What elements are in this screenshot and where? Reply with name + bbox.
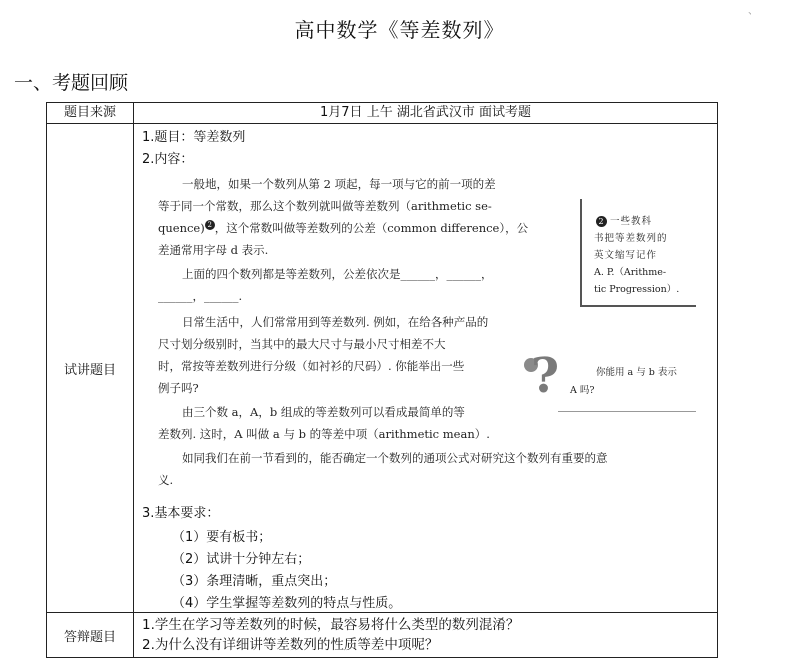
exam-table <box>46 102 718 658</box>
sidenote-badge: 2 <box>596 216 607 227</box>
sidenote-line: 英文缩写记作 <box>594 250 658 261</box>
textbook-text: quence) <box>158 221 205 235</box>
textbook-line: 上面的四个数列都是等差数列，公差依次是______，______， <box>182 267 493 281</box>
trial-label: 试讲题目 <box>47 124 134 613</box>
defense-content <box>134 613 718 658</box>
requirement-item: （2）试讲十分钟左右； <box>172 552 311 567</box>
thinking-prompt-line: 你能用 a 与 b 表示 <box>596 367 677 378</box>
sidenote-text: 一些教科 <box>610 216 653 227</box>
question-mark-icon: ? <box>531 348 560 404</box>
textbook-line: 差数列. 这时，A 叫做 a 与 b 的等差中项（arithmetic mean）. <box>158 427 490 441</box>
sidenote-line: 书把等差数列的 <box>594 233 668 244</box>
requirement-item: （1）要有板书； <box>172 530 272 545</box>
requirements-heading: 3.基本要求： <box>142 506 220 521</box>
defense-row <box>47 613 718 658</box>
trial-item-content: 2.内容： <box>142 152 194 167</box>
textbook-line: 例子吗? <box>158 381 199 395</box>
sidenote-line: tic Progression）. <box>594 284 680 295</box>
defense-question: 1.学生在学习等差数列的时候，最容易将什么类型的数列混淆？ <box>142 617 520 633</box>
page-title: 高中数学《等差数列》 <box>294 18 505 42</box>
textbook-line: 由三个数 a，A，b 组成的等差数列可以看成最简单的等 <box>182 405 465 419</box>
textbook-line: ______，______. <box>158 289 243 303</box>
sidenote-line <box>596 213 652 227</box>
trial-item-topic: 1.题目：等差数列 <box>142 130 246 145</box>
textbook-line <box>158 220 528 236</box>
textbook-line: 差通常用字母 d 表示. <box>158 243 269 257</box>
trial-row <box>47 124 718 613</box>
textbook-line: 等于同一个常数，那么这个数列就叫做等差数列（arithmetic se- <box>158 199 492 213</box>
textbook-line: 一般地，如果一个数列从第 2 项起，每一项与它的前一项的差 <box>182 177 496 191</box>
requirement-item: （3）条理清晰，重点突出； <box>172 574 337 589</box>
defense-question: 2.为什么没有详细讲等差数列的性质等差中项呢？ <box>142 637 439 653</box>
textbook-line: 时，常按等差数列进行分级（如衬衫的尺码）. 你能举出一些 <box>158 359 465 373</box>
source-label: 题目来源 <box>47 103 134 124</box>
textbook-line: 日常生活中，人们常常用到等差数列. 例如，在给各种产品的 <box>182 315 489 329</box>
section-heading: 一、考题回顾 <box>14 72 129 94</box>
defense-label: 答辩题目 <box>47 613 134 658</box>
thinking-prompt-line: A 吗? <box>570 385 595 396</box>
requirement-item: （4）学生掌握等差数列的特点与性质。 <box>172 596 402 611</box>
footnote-badge: 2 <box>205 220 215 230</box>
trial-content <box>134 124 718 613</box>
sidenote-box <box>580 199 696 307</box>
sidenote-line: A. P.（Arithme- <box>594 267 667 278</box>
textbook-text: ，这个常数叫做等差数列的公差（common difference），公 <box>214 221 529 235</box>
source-value: 1月7日 上午 湖北省武汉市 面试考题 <box>134 103 718 124</box>
thinking-rule <box>558 411 696 412</box>
textbook-line: 如同我们在前一节看到的，能否确定一个数列的通项公式对研究这个数列有重要的意 <box>182 451 608 465</box>
textbook-line: 义. <box>158 473 174 487</box>
source-row <box>47 103 718 124</box>
corner-mark: 、 <box>748 6 758 17</box>
textbook-line: 尺寸划分级别时，当其中的最大尺寸与最小尺寸相差不大 <box>158 337 446 351</box>
